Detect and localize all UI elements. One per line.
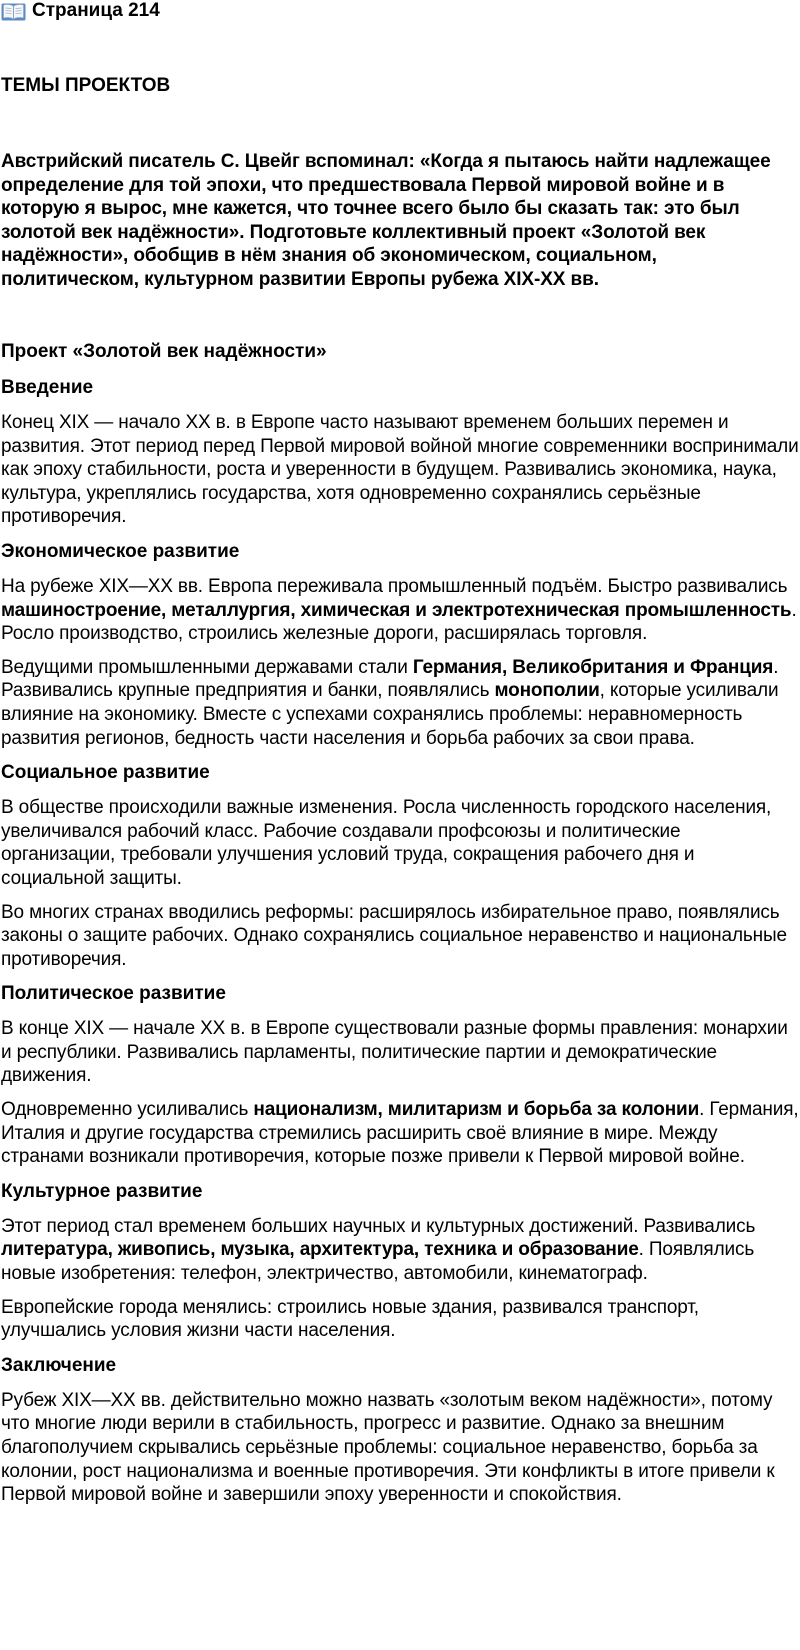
project-title: Проект «Золотой век надёжности»	[1, 341, 327, 362]
cultural-paragraph-1: Этот период стал временем больших научных и культурных достижений. Развивались литература, живопись, музыка, архитектура, техника и образование. Появлялись новые изобретения: телефон, электричество, автомобили, кинематограф.	[1, 1215, 756, 1285]
social-paragraph-1: В обществе происходили важные изменения. Росла численность городского населения, увеличивался рабочий класс. Рабочие создавали профсоюзы и политические организации, требовали улучшения условий труда, сокращения рабочего дня и социальной защиты.	[1, 797, 772, 889]
open-book-icon	[1, 2, 26, 21]
task-text: Австрийский писатель С. Цвейг вспоминал: «Когда я пытаюсь найти надлежащее определение для той эпохи, что предшествовала Первой мировой войне и в которую я вырос, мне кажется, что точнее всего было бы сказать так: это был золотой век надёжности». Подготовьте коллективный проект «Золотой век надёжности», обобщив в нём знания об экономическом, социальном, политическом, культурном развитии Европы рубежа XIX-XX вв.	[1, 151, 771, 290]
page-number-title: Страница 214	[32, 0, 160, 21]
conclusion-paragraph: Рубеж XIX—XX вв. действительно можно назвать «золотым веком надёжности», потому что многие люди верили в стабильность, прогресс и развитие. Однако за внешним благополучием скрывались серьёзные проблемы: социальное неравенство, борьба за колонии, рост национализма и военные противоречия. Эти конфликты в итоге привели к Первой мировой войне и завершили эпоху уверенности и спокойствия.	[1, 1389, 775, 1506]
political-heading: Политическое развитие	[1, 983, 226, 1005]
intro-paragraph: Конец XIX — начало XX в. в Европе часто называют временем больших перемен и развития. Этот период перед Первой мировой войной многие современники воспринимали как эпоху стабильности, роста и уверенности в будущем. Развивались экономика, наука, культура, укреплялись государства, хотя одновременно сохранялись серьёзные противоречия.	[1, 412, 799, 528]
economic-heading: Экономическое развитие	[1, 540, 240, 562]
economic-paragraph-2: Ведущими промышленными державами стали Германия, Великобритания и Франция. Развивались крупные предприятия и банки, появлялись монополии, которые усиливали влияние на экономику. Вместе с успехами сохранялись проблемы: неравномерность развития регионов, бедность части населения и борьба рабочих за свои права.	[1, 656, 779, 749]
political-paragraph-2: Одновременно усиливались национализм, милитаризм и борьба за колонии. Германия, Италия и другие государства стремились расширить своё влияние в мире. Между странами возникали противоречия, которые позже привели к Первой мировой войне.	[1, 1099, 799, 1168]
economic-paragraph-1: На рубеже XIX—XX вв. Европа переживала промышленный подъём. Быстро развивались машиностроение, металлургия, химическая и электротехническая промышленность. Росло производство, строились железные дороги, расширялась торговля.	[1, 575, 797, 645]
conclusion-heading: Заключение	[1, 1354, 117, 1376]
political-paragraph-1: В конце XIX — начале XX в. в Европе существовали разные формы правления: монархии и республики. Развивались парламенты, политические партии и демократические движения.	[1, 1018, 788, 1087]
section-title: ТЕМЫ ПРОЕКТОВ	[1, 75, 171, 96]
intro-heading: Введение	[1, 377, 94, 398]
cultural-heading: Культурное развитие	[1, 1180, 203, 1202]
cultural-paragraph-2: Европейские города менялись: строились новые здания, развивался транспорт, улучшались условия жизни части населения.	[1, 1296, 699, 1342]
social-heading: Социальное развитие	[1, 762, 210, 784]
page-header	[1, 0, 799, 22]
social-paragraph-2: Во многих странах вводились реформы: расширялось избирательное право, появлялись законы о защите рабочих. Однако сохранялись социальное неравенство и национальные противоречия.	[1, 901, 787, 970]
